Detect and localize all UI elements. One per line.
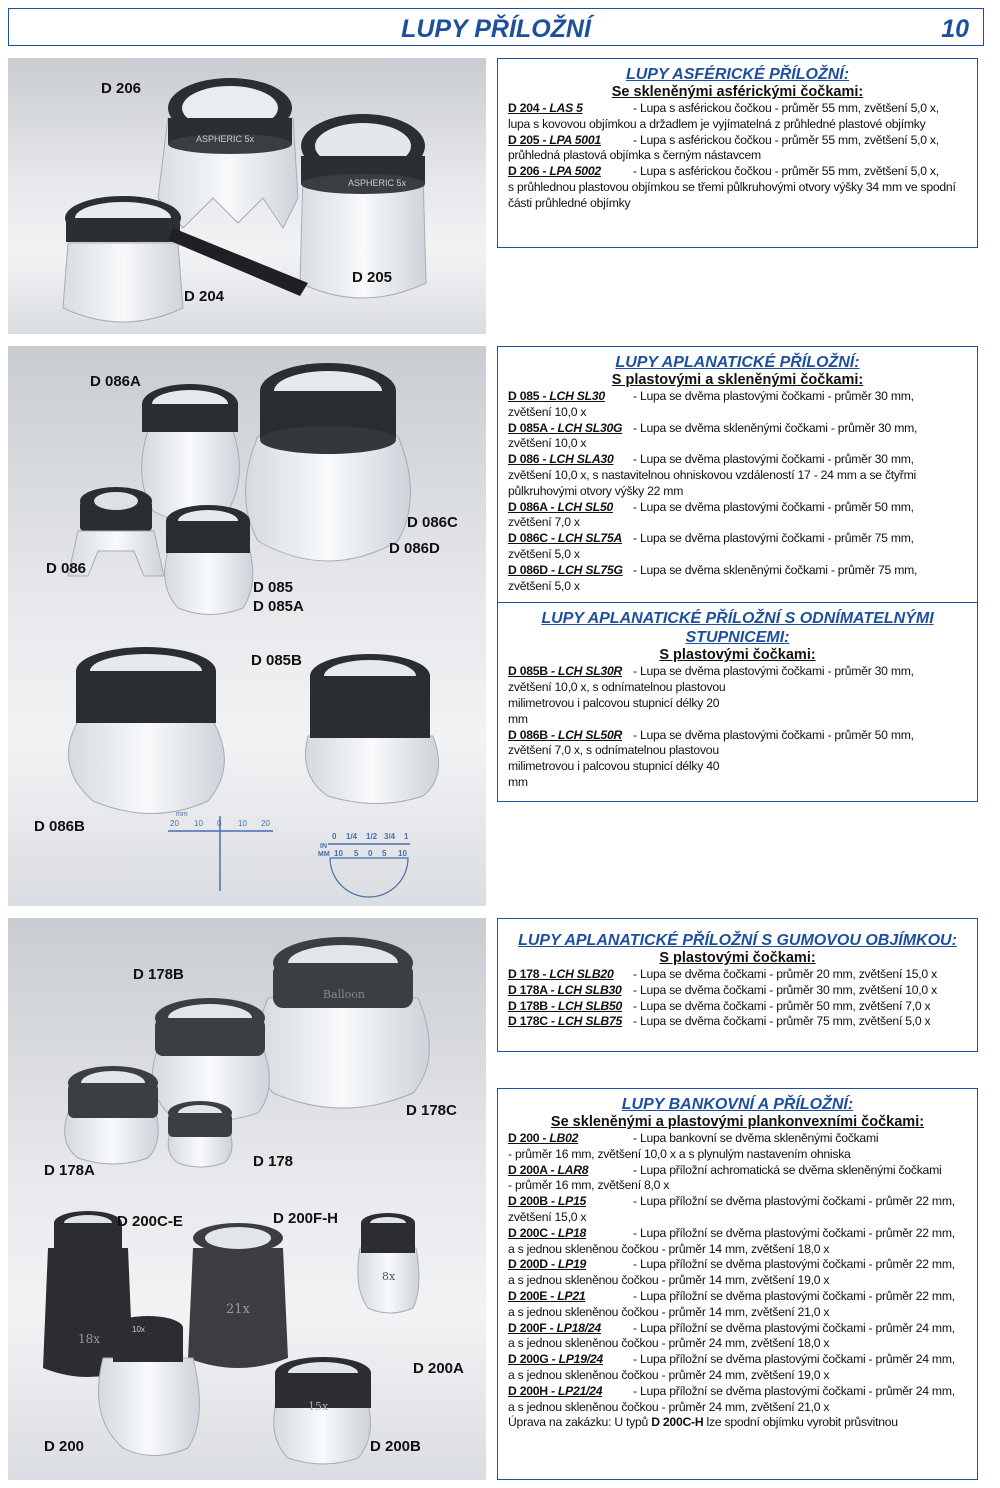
product-description: - Lupa se dvěma plastovými čočkami - průměr 75 mm, xyxy=(633,531,914,546)
product-model: - LCH SL50R xyxy=(550,727,623,742)
product-description-cont: - průměr 16 mm, zvětšení 10,0 x a s plynulým nastavením ohniska xyxy=(508,1146,851,1161)
inch-unit: IN xyxy=(320,843,327,850)
magnification-mark: 8x xyxy=(382,1270,396,1283)
ruler-label: 10 xyxy=(238,819,247,828)
product-model: - LP18/24 xyxy=(549,1320,601,1335)
product-code: D 086D xyxy=(508,562,548,577)
product-description: - Lupa se dvěma plastovými čočkami - průměr 30 mm, xyxy=(633,389,914,403)
magnification-mark: 21x xyxy=(226,1302,250,1317)
ruler-label: 0 xyxy=(217,819,222,828)
section-bank xyxy=(497,1088,978,1480)
product-description: - Lupa příložní se dvěma plastovými čočkami - průměr 22 mm, xyxy=(633,1257,955,1272)
product-code: D 200B xyxy=(508,1194,548,1209)
product-model: - LP15 xyxy=(550,1194,587,1209)
section-subtitle: S plastovými čočkami: xyxy=(659,950,816,966)
page-header xyxy=(8,8,984,46)
rubber-bank-magnifiers-illustration xyxy=(8,918,486,1480)
product-entry xyxy=(508,1384,967,1400)
section-subtitle: Se skleněnými asférickými čočkami: xyxy=(611,84,864,100)
product-model: - LCH SL75A xyxy=(550,531,623,546)
photo-label: D 200B xyxy=(370,1438,421,1455)
product-description: - Lupa se dvěma čočkami - průměr 20 mm, zvětšení 15,0 x xyxy=(633,967,937,981)
photo-label: D 086D xyxy=(389,540,440,557)
product-description-cont: zvětšení 15,0 x xyxy=(508,1209,587,1224)
product-model: - LCH SL50 xyxy=(550,499,614,514)
product-entry xyxy=(508,1194,967,1210)
product-entry xyxy=(508,983,967,999)
mm-label: 0 xyxy=(368,849,373,858)
product-code: D 200F xyxy=(508,1320,547,1335)
product-entry xyxy=(508,500,967,516)
mm-unit: MM xyxy=(318,851,330,858)
product-description: - Lupa s asférickou čočkou - průměr 55 mm, zvětšení 5,0 x, xyxy=(633,132,939,147)
mm-label: 5 xyxy=(354,849,359,858)
product-description-cont: zvětšení 10,0 x xyxy=(508,404,587,419)
product-description: - Lupa s asférickou čočkou - průměr 55 mm, zvětšení 5,0 x, xyxy=(633,164,939,179)
photo-label: D 200A xyxy=(413,1360,464,1377)
ruler-label: 20 xyxy=(170,819,179,828)
balloon-brand-mark: Balloon xyxy=(323,988,366,1001)
product-code: D 178C xyxy=(508,1014,548,1029)
product-description: - Lupa příložní se dvěma plastovými čočkami - průměr 24 mm, xyxy=(633,1383,955,1398)
product-description-cont: zvětšení 10,0 x xyxy=(508,436,587,451)
product-entry xyxy=(508,164,967,180)
product-description-cont: zvětšení 10,0 x, s odnímatelnou plastovou milimetrovou i palcovou stupnicí délky 20 mm xyxy=(508,680,726,726)
product-description-cont: průhledná plastová objímka s černým nástavcem xyxy=(508,148,761,163)
product-model: - LCH SL75G xyxy=(550,562,623,577)
section-subtitle: S plastovými a skleněnými čočkami: xyxy=(611,372,864,388)
product-description: - Lupa se dvěma plastovými čočkami - průměr 50 mm, xyxy=(633,499,914,514)
product-entry xyxy=(508,1163,967,1179)
section-title: LUPY BANKOVNÍ A PŘÍLOŽNÍ: xyxy=(621,1096,854,1113)
product-code: D 086C xyxy=(508,531,548,546)
product-entry xyxy=(508,999,967,1015)
magnification-mark: 18x xyxy=(78,1332,101,1346)
product-code: D 206 xyxy=(508,164,540,179)
product-entry xyxy=(508,1289,967,1305)
photo-label: D 085A xyxy=(253,598,304,615)
photo-label: D 178 xyxy=(253,1153,294,1170)
magnification-mark: 15x xyxy=(308,1400,329,1413)
product-code: D 178A xyxy=(508,982,548,997)
inch-label: 1/2 xyxy=(366,832,378,841)
product-code: D 200E xyxy=(508,1288,548,1303)
product-entry xyxy=(508,531,967,547)
product-description: - Lupa příložní se dvěma plastovými čočkami - průměr 22 mm, xyxy=(633,1194,955,1209)
photo-label: D 178A xyxy=(44,1162,95,1179)
product-model: - LCH SLB50 xyxy=(550,998,623,1013)
section-title: LUPY APLANATICKÉ PŘÍLOŽNÍ S ODNÍMATELNÝMI STUPNICEMI: xyxy=(541,610,934,647)
photo-label: D 086A xyxy=(90,373,141,390)
product-code: D 205 xyxy=(508,132,540,147)
product-description-cont: s průhlednou plastovou objímkou se třemi půlkruhovými otvory výšky 34 mm ve spodní části průhledné objímky xyxy=(508,179,956,210)
product-description-cont: a s jednou skleněnou čočkou - průměr 14 mm, zvětšení 21,0 x xyxy=(508,1304,830,1319)
section-title: LUPY APLANATICKÉ PŘÍLOŽNÍ: xyxy=(615,354,860,371)
product-description: - Lupa se dvěma čočkami - průměr 30 mm, zvětšení 10,0 x xyxy=(633,982,937,997)
photo-label: D 200 xyxy=(44,1438,85,1455)
product-entry xyxy=(508,452,967,468)
photo-label: D 086 xyxy=(46,560,87,577)
product-description-cont: zvětšení 7,0 x xyxy=(508,515,580,530)
product-entry xyxy=(508,563,967,579)
product-description: - Lupa se dvěma skleněnými čočkami - průměr 75 mm, xyxy=(633,562,918,577)
product-model: - LCH SLB30 xyxy=(550,982,622,997)
note-suffix: lze spodní objímku vyrobit průsvitnou xyxy=(703,1415,898,1430)
product-model: - LAS 5 xyxy=(542,101,583,115)
ruler-unit: mm xyxy=(176,811,188,818)
product-description: - Lupa se dvěma plastovými čočkami - průměr 30 mm, xyxy=(633,664,914,679)
product-description: - Lupa se dvěma plastovými čočkami - průměr 50 mm, xyxy=(633,727,914,742)
section-title: LUPY ASFÉRICKÉ PŘÍLOŽNÍ: xyxy=(625,66,850,83)
product-description: - Lupa příložní se dvěma plastovými čočkami - průměr 24 mm, xyxy=(633,1320,955,1335)
product-model: - LB02 xyxy=(542,1131,579,1145)
section-divider xyxy=(498,602,977,603)
product-description-cont: lupa s kovovou objímkou a držadlem je vyjímatelná z průhledné plastové objímky xyxy=(508,116,926,131)
product-description: - Lupa příložní se dvěma plastovými čočkami - průměr 22 mm, xyxy=(633,1225,955,1240)
product-code: D 200D xyxy=(508,1257,548,1272)
photo-rubber-bank-magnifiers xyxy=(8,918,486,1480)
product-code: D 086B xyxy=(508,727,548,742)
product-entry xyxy=(508,1257,967,1273)
product-model: - LCH SL30R xyxy=(550,664,623,679)
product-description-cont: zvětšení 7,0 x, s odnímatelnou plastovou milimetrovou i palcovou stupnicí délky 40 mm xyxy=(508,743,720,789)
product-entry xyxy=(508,1226,967,1242)
ruler-label: 20 xyxy=(261,819,270,828)
product-description: - Lupa se dvěma čočkami - průměr 75 mm, zvětšení 5,0 x xyxy=(633,1014,931,1029)
product-code: D 200A xyxy=(508,1162,548,1177)
product-code: D 085B xyxy=(508,664,548,679)
product-description: - Lupa se dvěma plastovými čočkami - průměr 30 mm, xyxy=(633,452,914,467)
product-description-cont: - průměr 16 mm, zvětšení 8,0 x xyxy=(508,1178,670,1193)
product-entry xyxy=(508,728,967,744)
product-code: D 200H xyxy=(508,1383,548,1398)
photo-label: D 200C-E xyxy=(117,1213,183,1230)
product-code: D 086A xyxy=(508,499,548,514)
product-code: D 200C xyxy=(508,1225,548,1240)
product-model: - LP19/24 xyxy=(551,1352,603,1367)
ruler-label: 10 xyxy=(194,819,203,828)
product-model: - LCH SLB75 xyxy=(550,1014,623,1029)
product-entry xyxy=(508,967,967,983)
product-model: - LCH SL30G xyxy=(550,420,623,435)
product-description: - Lupa příložní se dvěma plastovými čočkami - průměr 22 mm, xyxy=(633,1288,955,1303)
product-description: - Lupa příložní se dvěma plastovými čočkami - průměr 24 mm, xyxy=(633,1352,955,1367)
note-prefix: Úprava na zakázku: U typů xyxy=(508,1415,652,1430)
section-rubber xyxy=(497,918,978,1052)
product-code: D 178B xyxy=(508,998,548,1013)
inch-label: 1/4 xyxy=(346,832,358,841)
product-entry xyxy=(508,664,967,680)
product-description: - Lupa se dvěma skleněnými čočkami - průměr 30 mm, xyxy=(633,420,918,435)
mm-label: 5 xyxy=(382,849,387,858)
product-description-cont: a s jednou skleněnou čočkou - průměr 24 mm, zvětšení 21,0 x xyxy=(508,1399,830,1414)
product-model: - LPA 5002 xyxy=(542,164,601,179)
custom-order-note xyxy=(508,1415,967,1431)
product-model: - LPA 5001 xyxy=(542,132,601,147)
mm-label: 10 xyxy=(398,849,407,858)
product-description: - Lupa příložní achromatická se dvěma skleněnými čočkami xyxy=(633,1162,942,1177)
photo-label: D 205 xyxy=(352,269,393,286)
section-subtitle: Se skleněnými a plastovými plankonvexními čočkami: xyxy=(550,1114,925,1130)
photo-label: D 085B xyxy=(251,652,302,669)
product-entry xyxy=(508,1131,967,1147)
product-code: D 200G xyxy=(508,1352,549,1367)
product-entry xyxy=(508,133,967,149)
product-entry xyxy=(508,1014,967,1030)
product-entry xyxy=(508,1321,967,1337)
inch-label: 3/4 xyxy=(384,832,396,841)
photo-aspheric-magnifiers xyxy=(8,58,486,334)
product-entry xyxy=(508,421,967,437)
product-model: - LCH SL30 xyxy=(542,389,605,403)
product-description-cont: a s jednou skleněnou čočkou - průměr 14 mm, zvětšení 18,0 x xyxy=(508,1241,830,1256)
section-aplanatic xyxy=(497,346,978,802)
page-number: 10 xyxy=(941,15,969,43)
photo-label: D 086B xyxy=(34,818,85,835)
product-entry xyxy=(508,389,967,405)
product-description: - Lupa s asférickou čočkou - průměr 55 mm, zvětšení 5,0 x, xyxy=(633,101,939,115)
product-code: D 178 xyxy=(508,967,540,981)
product-code: D 085A xyxy=(508,420,548,435)
product-model: - LP19 xyxy=(550,1257,587,1272)
product-description-cont: a s jednou skleněnou čočkou - průměr 14 mm, zvětšení 19,0 x xyxy=(508,1273,830,1288)
product-description-cont: zvětšení 5,0 x xyxy=(508,578,580,593)
photo-label: D 178B xyxy=(133,966,184,983)
page-title: LUPY PŘÍLOŽNÍ xyxy=(401,15,591,43)
note-code: D 200C-H xyxy=(651,1415,704,1430)
product-model: - LCH SLB20 xyxy=(542,967,614,981)
inch-label: 1 xyxy=(404,832,409,841)
product-description-cont: zvětšení 5,0 x xyxy=(508,546,580,561)
product-model: - LCH SLA30 xyxy=(542,452,614,467)
product-code: D 086 xyxy=(508,452,540,467)
section-aspheric xyxy=(497,58,978,248)
product-description-cont: a s jednou skleněnou čočkou - průměr 24 mm, zvětšení 18,0 x xyxy=(508,1336,830,1351)
product-model: - LP18 xyxy=(550,1225,587,1240)
product-code: D 200 xyxy=(508,1131,540,1145)
product-model: - LAR8 xyxy=(550,1162,589,1177)
product-code: D 085 xyxy=(508,389,540,403)
photo-label: D 206 xyxy=(101,80,142,97)
product-description-cont: a s jednou skleněnou čočkou - průměr 24 mm, zvětšení 19,0 x xyxy=(508,1367,830,1382)
aspheric-lens-mark: ASPHERIC 5x xyxy=(196,134,255,144)
photo-label: D 086C xyxy=(407,514,458,531)
section-subtitle: S plastovými čočkami: xyxy=(659,647,816,664)
product-model: - LP21 xyxy=(550,1288,586,1303)
inch-label: 0 xyxy=(332,832,337,841)
aspheric-magnifiers-illustration xyxy=(8,58,486,334)
product-model: - LP21/24 xyxy=(550,1383,603,1398)
section-title: LUPY APLANATICKÉ PŘÍLOŽNÍ S GUMOVOU OBJÍMKOU: xyxy=(518,932,957,949)
magnification-mark: 10x xyxy=(132,1325,145,1334)
product-code: D 204 xyxy=(508,101,540,115)
photo-label: D 178C xyxy=(406,1102,457,1119)
aspheric-lens-mark: ASPHERIC 5x xyxy=(348,178,407,188)
product-entry xyxy=(508,1352,967,1368)
product-description: - Lupa bankovní se dvěma skleněnými čočkami xyxy=(633,1131,879,1145)
photo-label: D 200F-H xyxy=(273,1210,339,1227)
mm-label: 10 xyxy=(334,849,343,858)
photo-label: D 204 xyxy=(184,288,225,305)
photo-label: D 085 xyxy=(253,579,294,596)
product-description-cont: zvětšení 10,0 x, s nastavitelnou ohniskovou vzdáleností 17 - 24 mm a se čtyřmi půlkruhovými otvory výšky 22 mm xyxy=(508,467,916,498)
product-description: - Lupa se dvěma čočkami - průměr 50 mm, zvětšení 7,0 x xyxy=(633,998,931,1013)
product-entry xyxy=(508,101,967,117)
